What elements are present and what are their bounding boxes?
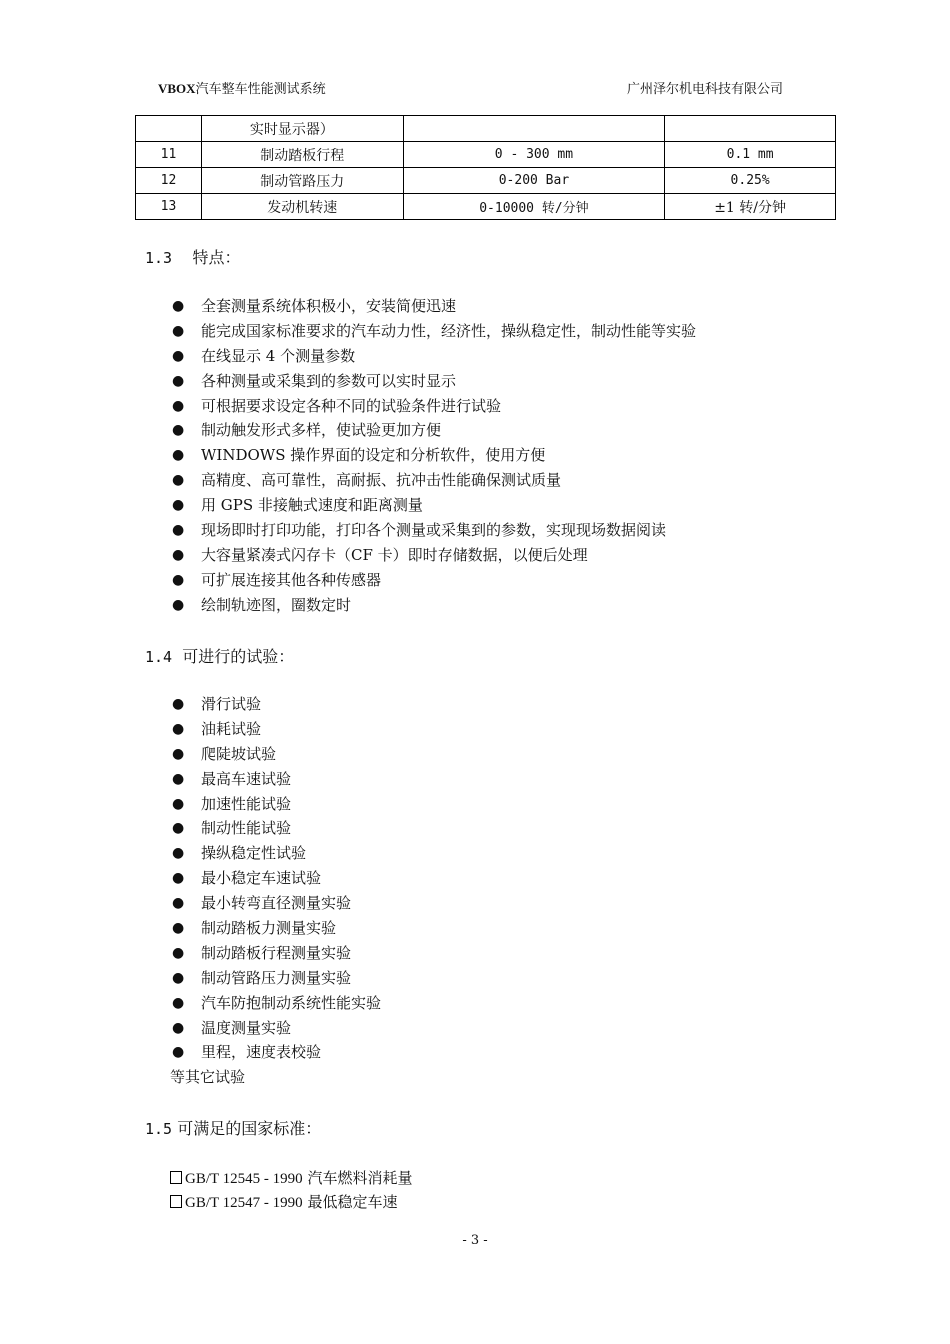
bullet-icon: ● (172, 820, 185, 837)
header-company: 广州泽尔机电科技有限公司 (626, 82, 783, 97)
list-item: ● 最高车速试验 (172, 767, 381, 792)
list-item: ● 可根据要求设定各种不同的试验条件进行试验 (172, 394, 696, 419)
list-item: ● 制动踏板力测量实验 (172, 916, 381, 941)
bullet-icon: ● (172, 895, 185, 912)
bullet-icon: ● (172, 1019, 185, 1036)
list-item: ● 滑行试验 (172, 692, 381, 717)
table-row (136, 168, 836, 194)
standard-name: 最低稳定车速 (307, 1193, 398, 1211)
tests-footer: 等其它试验 (170, 1068, 246, 1086)
table-cell-range: 0 - 300 mm (403, 142, 665, 168)
section-title: 可满足的国家标准： (177, 1119, 322, 1138)
list-item: ● 能完成国家标准要求的汽车动力性，经济性，操纵稳定性，制动性能等实验 (172, 319, 696, 344)
bullet-icon: ● (172, 298, 185, 314)
list-item: ● WINDOWS 操作界面的设定和分析软件，使用方便 (172, 443, 696, 468)
table-row (136, 142, 836, 168)
section-heading-1-5 (145, 1116, 321, 1139)
features-list (172, 294, 696, 618)
bullet-icon: ● (172, 696, 185, 712)
table-cell (136, 116, 202, 142)
bullet-icon: ● (172, 1044, 185, 1061)
list-item: ● 现场即时打印功能，打印各个测量或采集到的参数，实现现场数据阅读 (172, 518, 696, 543)
table-cell (403, 116, 665, 142)
spec-table (135, 115, 836, 220)
list-item: ● 用 GPS 非接触式速度和距离测量 (172, 493, 696, 518)
page-number: - 3 - (462, 1233, 488, 1248)
list-item: ● 油耗试验 (172, 717, 381, 742)
section-title: 特点： (192, 248, 241, 267)
table-cell-range: 0-200 Bar (403, 168, 665, 194)
table-cell-no: 12 (136, 168, 202, 194)
bullet-icon: ● (172, 472, 185, 489)
bullet-icon: ● (172, 596, 185, 613)
checkbox-square-icon (170, 1171, 182, 1184)
table-cell-accuracy: ±1 转/分钟 (665, 194, 836, 220)
bullet-icon: ● (172, 571, 185, 588)
list-item: ● 制动性能试验 (172, 816, 381, 841)
section-heading-1-3 (145, 245, 240, 268)
list-item: ● 加速性能试验 (172, 792, 381, 817)
list-item: ● 绘制轨迹图，圈数定时 (172, 593, 696, 618)
standard-code: GB/T 12547 - 1990 (185, 1195, 303, 1211)
section-heading-1-4 (145, 644, 294, 667)
bullet-icon: ● (172, 372, 185, 389)
bullet-icon: ● (172, 870, 185, 887)
list-item: ● 高精度、高可靠性，高耐振、抗冲击性能确保测试质量 (172, 468, 696, 493)
bullet-icon: ● (172, 994, 185, 1011)
list-item: ● 汽车防抱制动系统性能实验 (172, 991, 381, 1016)
bullet-icon: ● (172, 397, 185, 414)
section-number: 1.4 (145, 648, 173, 666)
standard-name: 汽车燃料消耗量 (307, 1169, 413, 1187)
table-cell-name: 发动机转速 (201, 194, 403, 220)
bullet-icon: ● (172, 795, 185, 812)
table-row (136, 116, 836, 142)
bullet-icon: ● (172, 944, 185, 961)
list-item: ● 制动管路压力测量实验 (172, 966, 381, 991)
list-item: ● 爬陡坡试验 (172, 742, 381, 767)
table-row (136, 194, 836, 220)
list-item: ● 最小稳定车速试验 (172, 866, 381, 891)
bullet-icon: ● (172, 770, 185, 787)
tests-list (172, 692, 381, 1065)
header-brand: VBOX (158, 81, 196, 96)
list-item: ● 最小转弯直径测量实验 (172, 891, 381, 916)
bullet-icon: ● (172, 322, 185, 339)
bullet-icon: ● (172, 845, 185, 862)
standard-item (170, 1191, 397, 1212)
standard-item (170, 1167, 412, 1188)
list-item: ● 制动触发形式多样，使试验更加方便 (172, 418, 696, 443)
bullet-icon: ● (172, 745, 185, 762)
bullet-icon: ● (172, 969, 185, 986)
list-item: ● 各种测量或采集到的参数可以实时显示 (172, 369, 696, 394)
checkbox-square-icon (170, 1195, 182, 1208)
list-item: ● 可扩展连接其他各种传感器 (172, 568, 696, 593)
table-cell-no: 13 (136, 194, 202, 220)
list-item: ● 在线显示 4 个测量参数 (172, 344, 696, 369)
bullet-icon: ● (172, 522, 185, 539)
bullet-icon: ● (172, 347, 185, 364)
section-number: 1.5 (145, 1120, 173, 1138)
section-number: 1.3 (145, 249, 173, 267)
table-cell-continuation: 实时显示器） (201, 116, 403, 142)
table-cell-accuracy: 0.1 mm (665, 142, 836, 168)
bullet-icon: ● (172, 546, 185, 563)
list-item: ● 操纵稳定性试验 (172, 841, 381, 866)
table-cell-accuracy: 0.25% (665, 168, 836, 194)
bullet-icon: ● (172, 720, 185, 737)
list-item: ● 里程，速度表校验 (172, 1040, 381, 1065)
list-item: ● 大容量紧凑式闪存卡（CF 卡）即时存储数据，以便后处理 (172, 543, 696, 568)
table-cell-no: 11 (136, 142, 202, 168)
header-title (158, 78, 326, 97)
bullet-icon: ● (172, 447, 185, 464)
bullet-icon: ● (172, 497, 185, 514)
table-cell (665, 116, 836, 142)
table-cell-range: 0-10000 转/分钟 (403, 194, 665, 220)
table-cell-name: 制动管路压力 (201, 168, 403, 194)
bullet-icon: ● (172, 920, 185, 937)
list-item: ● 制动踏板行程测量实验 (172, 941, 381, 966)
header-title-text: 汽车整车性能测试系统 (195, 82, 326, 97)
bullet-icon: ● (172, 422, 185, 439)
standard-code: GB/T 12545 - 1990 (185, 1171, 303, 1187)
section-title: 可进行的试验： (182, 647, 295, 666)
list-item: ● 温度测量实验 (172, 1016, 381, 1041)
list-item: ● 全套测量系统体积极小，安装简便迅速 (172, 294, 696, 319)
table-cell-name: 制动踏板行程 (201, 142, 403, 168)
